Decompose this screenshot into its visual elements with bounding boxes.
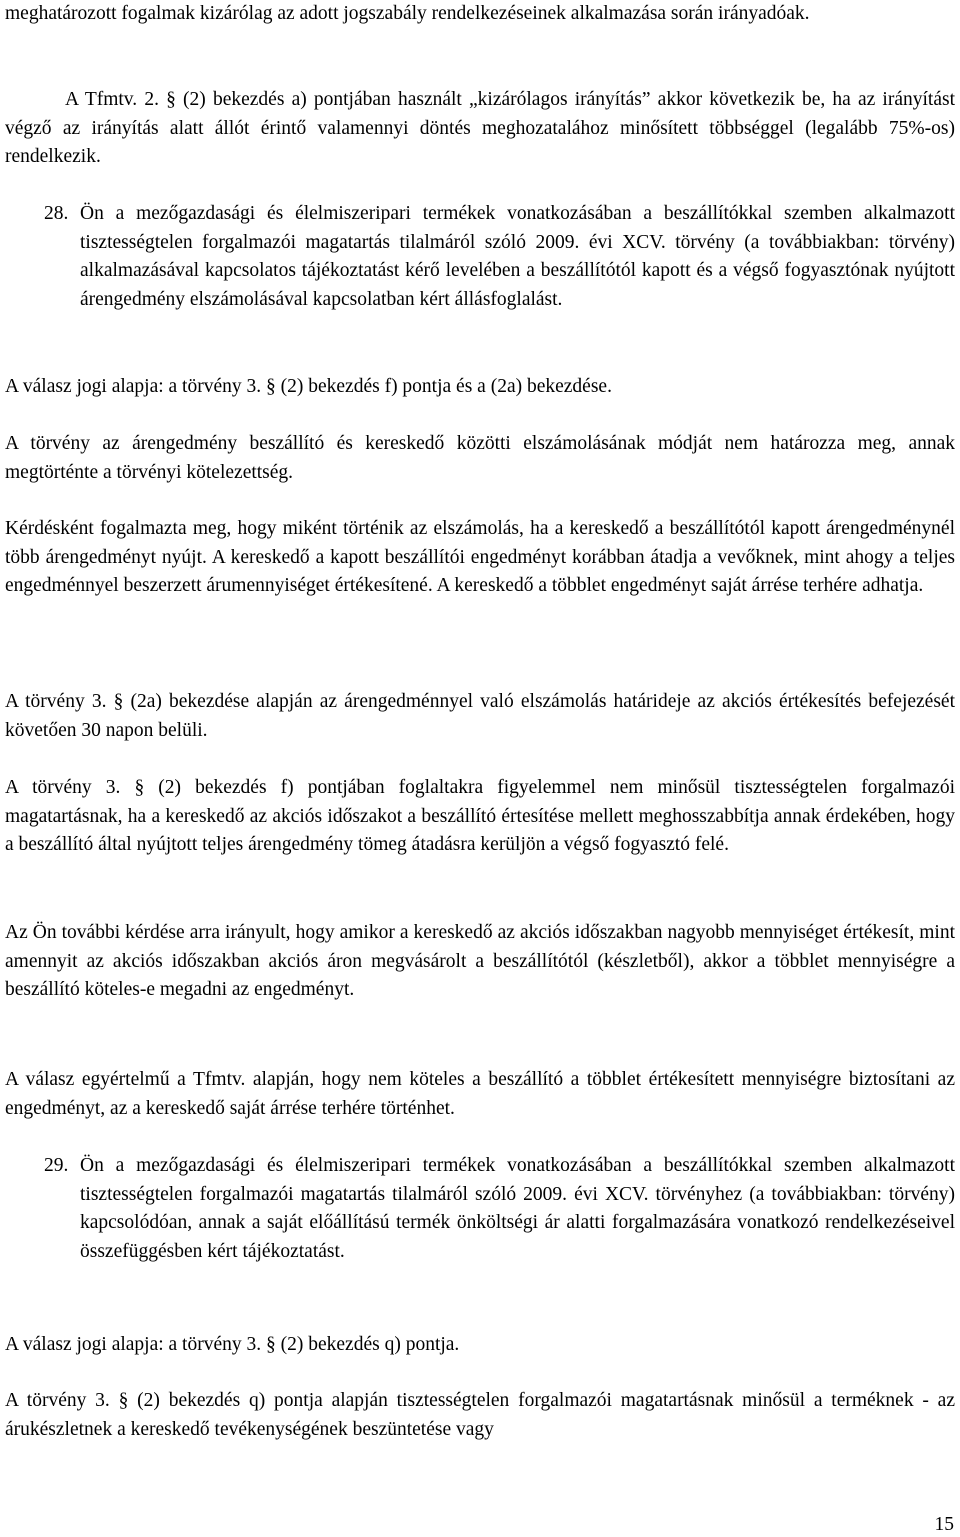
answer-28-paragraph-5 (5, 919, 955, 1005)
question-29 (44, 1152, 955, 1266)
paragraph-text: Kérdésként fogalmazta meg, hogy miként történik az elszámolás, ha a kereskedő a beszállítótól kapott árengedménynél több árengedményt nyújt. A kereskedő a kapott beszállítói engedményt korábban átadja a vevőknek, mint ahogy a teljes engedménnyel beszerzett árumennyiséget értékesítené. A kereskedő a többlet engedményt saját árrése terhére adhatja. (5, 518, 955, 597)
paragraph-text: A törvény 3. § (2) bekezdés f) pontjában foglaltakra figyelemmel nem minősül tisztességtelen forgalmazói magatartásnak, ha a kereskedő az akciós időszakot a beszállító értesítése mellett meghosszabbítja annak érdekében, hogy a beszállító által nyújtott teljes árengedmény tömeg átadásra kerüljön a végső fogyasztó felé. (5, 777, 955, 856)
answer-28-paragraph-6 (5, 1066, 955, 1123)
question-text: Ön a mezőgazdasági és élelmiszeripari termékek vonatkozásában a beszállítókkal szemben alkalmazott tisztességtelen forgalmazói magatartás tilalmáról szóló 2009. évi XCV. törvény (a továbbiakban: törvény) alkalmazásával kapcsolatos tájékoztatást kérő levelében a beszállítótól kapott és a végső fogyasztónak nyújtott árengedmény elszámolásával kapcsolatban kért állásfoglalást. (80, 203, 955, 310)
page-number: 15 (934, 1514, 954, 1535)
question-number: 29. (44, 1155, 69, 1176)
answer-28-legal-basis (5, 373, 955, 402)
question-number: 28. (44, 203, 69, 224)
paragraph-text: A törvény 3. § (2a) bekezdése alapján az árengedménnyel való elszámolás határideje az akciós értékesítés befejezését követően 30 napon belüli. (5, 691, 955, 741)
question-text: Ön a mezőgazdasági és élelmiszeripari termékek vonatkozásában a beszállítókkal szemben alkalmazott tisztességtelen forgalmazói magatartás tilalmáról szóló 2009. évi XCV. törvényhez (a továbbiakban: törvény) kapcsolódóan, annak a saját előállítású termék önköltségi ár alatti forgalmazására vonatkozó rendelkezéseivel összefüggésben kért tájékoztatást. (80, 1155, 955, 1262)
answer-28-paragraph-2 (5, 515, 955, 601)
paragraph-text: A válasz jogi alapja: a törvény 3. § (2) bekezdés q) pontja. (5, 1334, 460, 1355)
answer-28-paragraph-4 (5, 774, 955, 860)
paragraph-text: § (2) bekezdés a) pontjában használt „kizárólagos irányítás” akkor következik be, ha az irányítást végző az irányítás alatt állót érintő valamennyi döntés meghozatalához minősített többséggel (legalább 75%-os) rendelkezik. (5, 89, 955, 168)
answer-28-paragraph-3 (5, 688, 955, 745)
paragraph-text: A törvény 3. § (2) bekezdés q) pontja alapján tisztességtelen forgalmazói magatartásnak minősül a terméknek - az árukészletnek a kereskedő tevékenységének beszüntetése vagy (5, 1390, 955, 1440)
paragraph-text: A válasz egyértelmű a Tfmtv. alapján, hogy nem köteles a beszállító a többlet értékesített mennyiségre biztosítani az engedményt, az a kereskedő saját árrése terhére történhet. (5, 1069, 955, 1119)
paragraph-text: A törvény az árengedmény beszállító és kereskedő közötti elszámolásának módját nem határozza meg, annak megtörténte a törvényi kötelezettség. (5, 433, 955, 483)
paragraph-tfmtv-2 (5, 86, 955, 172)
paragraph-text: A válasz jogi alapja: a törvény 3. § (2) bekezdés f) pontja és a (2a) bekezdése. (5, 376, 612, 397)
answer-29-paragraph-1 (5, 1387, 955, 1444)
paragraph-intro-continuation (5, 0, 955, 29)
paragraph-text: meghatározott fogalmak kizárólag az adott jogszabály rendelkezéseinek alkalmazása során irányadóak. (5, 3, 810, 24)
question-28 (44, 200, 955, 314)
paragraph-lead: A Tfmtv. 2. (65, 89, 159, 110)
answer-28-paragraph-1 (5, 430, 955, 487)
answer-29-legal-basis (5, 1331, 955, 1360)
paragraph-text: Az Ön további kérdése arra irányult, hogy amikor a kereskedő az akciós időszakban nagyobb mennyiséget értékesít, mint amennyit az akciós időszakban akciós áron megvásárolt a beszállítótól (készletből), akkor a többlet mennyiségre a beszállító köteles-e megadni az engedményt. (5, 922, 955, 1001)
